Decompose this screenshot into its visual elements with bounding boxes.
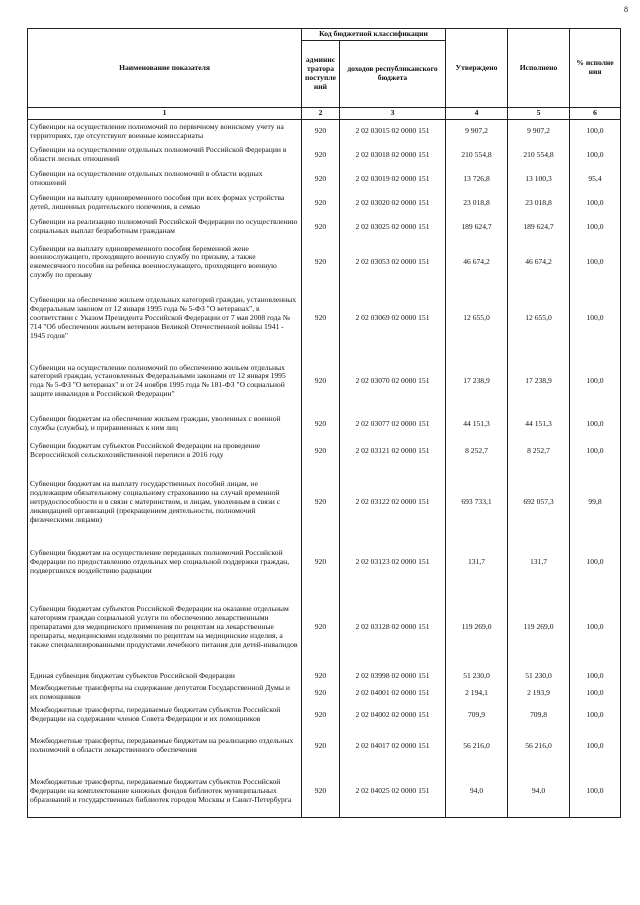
row-name: Субвенции бюджетам субъектов Российской Федерации на оказание отдельным категориям граждан социальной услуги по обеспечению лекарственными препаратами для медицинского применения по рецептам на лекарственные препараты, медицинскими изделиями по рецептам на медицинские изделия, а также специализированными продуктами лечебного питания для детей-инвалидов bbox=[28, 585, 302, 669]
table-row bbox=[28, 683, 621, 703]
row-name: Субвенции бюджетам субъектов Российской Федерации на проведение Всероссийской сельскохозяйственной переписи в 2016 году bbox=[28, 437, 302, 465]
row-executed: 119 269,0 bbox=[508, 585, 570, 669]
row-approved: 693 733,1 bbox=[446, 465, 508, 539]
row-executed: 12 655,0 bbox=[508, 285, 570, 351]
row-name: Межбюджетные трансферты, передаваемые бюджетам на реализацию отдельных полномочий в области лекарственного обеспечения bbox=[28, 727, 302, 765]
row-approved: 51 230,0 bbox=[446, 669, 508, 683]
header-code-group: Код бюджетной классификации bbox=[302, 29, 446, 41]
col-number: 2 bbox=[302, 107, 340, 119]
row-income-code: 2 02 03025 02 0000 151 bbox=[340, 215, 446, 239]
row-admin-code: 920 bbox=[302, 191, 340, 215]
row-income-code: 2 02 03998 02 0000 151 bbox=[340, 669, 446, 683]
row-income-code: 2 02 03019 02 0000 151 bbox=[340, 167, 446, 191]
row-executed: 23 018,8 bbox=[508, 191, 570, 215]
row-name: Субвенции бюджетам на выплату государственных пособий лицам, не подлежащим обязательному социальному страхованию на случай временной нетрудоспособности и в связи с материнством, и лицам, уволенным в связи с ликвидацией организаций (прекращением деятельности, полномочий физическими лицами) bbox=[28, 465, 302, 539]
row-percent: 100,0 bbox=[570, 669, 621, 683]
table-row bbox=[28, 669, 621, 683]
row-name: Межбюджетные трансферты, передаваемые бюджетам субъектов Российской Федерации на комплектование книжных фондов библиотек муниципальных образований и государственных библиотек городов Москвы и Санкт-Петербурга bbox=[28, 765, 302, 817]
header-approved: Утверждено bbox=[446, 29, 508, 108]
row-percent: 95,4 bbox=[570, 167, 621, 191]
table-row bbox=[28, 465, 621, 539]
row-approved: 46 674,2 bbox=[446, 239, 508, 285]
table-row bbox=[28, 727, 621, 765]
row-income-code: 2 02 03069 02 0000 151 bbox=[340, 285, 446, 351]
row-income-code: 2 02 03077 02 0000 151 bbox=[340, 411, 446, 437]
row-approved: 9 907,2 bbox=[446, 119, 508, 143]
row-admin-code: 920 bbox=[302, 285, 340, 351]
row-approved: 131,7 bbox=[446, 539, 508, 585]
row-admin-code: 920 bbox=[302, 437, 340, 465]
col-number: 3 bbox=[340, 107, 446, 119]
col-number: 4 bbox=[446, 107, 508, 119]
row-percent: 100,0 bbox=[570, 351, 621, 411]
row-percent: 100,0 bbox=[570, 727, 621, 765]
row-income-code: 2 02 03020 02 0000 151 bbox=[340, 191, 446, 215]
col-number: 6 bbox=[570, 107, 621, 119]
row-executed: 46 674,2 bbox=[508, 239, 570, 285]
row-admin-code: 920 bbox=[302, 239, 340, 285]
row-approved: 94,0 bbox=[446, 765, 508, 817]
row-approved: 44 151,3 bbox=[446, 411, 508, 437]
row-percent: 100,0 bbox=[570, 703, 621, 727]
table-row bbox=[28, 119, 621, 143]
row-percent: 100,0 bbox=[570, 119, 621, 143]
row-executed: 44 151,3 bbox=[508, 411, 570, 437]
row-percent: 100,0 bbox=[570, 285, 621, 351]
row-name: Субвенции на обеспечение жильем отдельных категорий граждан, установленных Федеральным законом от 12 января 1995 года № 5-ФЗ "О ветеранах", в соответствии с Указом Президента Российской Федерации от 7 мая 2008 года № 714 "Об обеспечении жильем ветеранов Великой Отечественной войны 1941 - 1945 годов" bbox=[28, 285, 302, 351]
row-income-code: 2 02 04001 02 0000 151 bbox=[340, 683, 446, 703]
col-number: 5 bbox=[508, 107, 570, 119]
budget-table bbox=[27, 28, 621, 818]
row-percent: 99,8 bbox=[570, 465, 621, 539]
row-income-code: 2 02 04025 02 0000 151 bbox=[340, 765, 446, 817]
row-approved: 23 018,8 bbox=[446, 191, 508, 215]
page-number: 8 bbox=[624, 5, 628, 14]
row-approved: 2 194,1 bbox=[446, 683, 508, 703]
row-percent: 100,0 bbox=[570, 411, 621, 437]
row-admin-code: 920 bbox=[302, 669, 340, 683]
row-name: Субвенции на осуществление полномочий по первичному воинскому учету на территориях, где отсутствуют военные комиссариаты bbox=[28, 119, 302, 143]
row-approved: 13 726,8 bbox=[446, 167, 508, 191]
row-percent: 100,0 bbox=[570, 437, 621, 465]
table-row bbox=[28, 539, 621, 585]
row-name: Субвенции на осуществление полномочий по обеспечению жильем отдельных категорий граждан, установленных Федеральными законами от 12 января 1995 года № 5-ФЗ "О ветеранах" и от 24 ноября 1995 года № 181-ФЗ "О социальной защите инвалидов в Российской Федерации" bbox=[28, 351, 302, 411]
row-percent: 100,0 bbox=[570, 239, 621, 285]
row-income-code: 2 02 04002 02 0000 151 bbox=[340, 703, 446, 727]
row-admin-code: 920 bbox=[302, 727, 340, 765]
table-row bbox=[28, 765, 621, 817]
row-percent: 100,0 bbox=[570, 191, 621, 215]
row-name: Субвенции на осуществление отдельных полномочий Российской Федерации в области лесных отношений bbox=[28, 143, 302, 167]
row-percent: 100,0 bbox=[570, 765, 621, 817]
row-executed: 13 100,3 bbox=[508, 167, 570, 191]
header-income: доходов республиканского бюджета bbox=[340, 40, 446, 107]
row-percent: 100,0 bbox=[570, 143, 621, 167]
row-income-code: 2 02 03121 02 0000 151 bbox=[340, 437, 446, 465]
row-admin-code: 920 bbox=[302, 351, 340, 411]
row-admin-code: 920 bbox=[302, 765, 340, 817]
table-row bbox=[28, 191, 621, 215]
row-name: Субвенции бюджетам на осуществление переданных полномочий Российской Федерации по предоставлению отдельных мер социальной поддержки граждан, подвергшихся воздействию радиации bbox=[28, 539, 302, 585]
row-executed: 94,0 bbox=[508, 765, 570, 817]
row-admin-code: 920 bbox=[302, 143, 340, 167]
header-executed: Исполнено bbox=[508, 29, 570, 108]
row-executed: 692 057,3 bbox=[508, 465, 570, 539]
row-percent: 100,0 bbox=[570, 215, 621, 239]
row-income-code: 2 02 03053 02 0000 151 bbox=[340, 239, 446, 285]
row-executed: 51 230,0 bbox=[508, 669, 570, 683]
row-income-code: 2 02 03015 02 0000 151 bbox=[340, 119, 446, 143]
col-number: 1 bbox=[28, 107, 302, 119]
row-approved: 189 624,7 bbox=[446, 215, 508, 239]
table-row bbox=[28, 411, 621, 437]
row-name: Субвенции на выплату единовременного пособия при всех формах устройства детей, лишенных родительского попечения, в семью bbox=[28, 191, 302, 215]
row-name: Единая субвенция бюджетам субъектов Российской Федерации bbox=[28, 669, 302, 683]
row-income-code: 2 02 03128 02 0000 151 bbox=[340, 585, 446, 669]
row-executed: 709,8 bbox=[508, 703, 570, 727]
row-income-code: 2 02 04017 02 0000 151 bbox=[340, 727, 446, 765]
row-admin-code: 920 bbox=[302, 703, 340, 727]
table-row bbox=[28, 143, 621, 167]
row-income-code: 2 02 03122 02 0000 151 bbox=[340, 465, 446, 539]
row-approved: 8 252,7 bbox=[446, 437, 508, 465]
row-executed: 56 216,0 bbox=[508, 727, 570, 765]
row-executed: 189 624,7 bbox=[508, 215, 570, 239]
row-admin-code: 920 bbox=[302, 215, 340, 239]
row-approved: 56 216,0 bbox=[446, 727, 508, 765]
row-approved: 12 655,0 bbox=[446, 285, 508, 351]
row-name: Субвенции на выплату единовременного пособия беременной жене военнослужащего, проходящего военную службу по призыву, а также ежемесячного пособия на ребенка военнослужащего, проходящего военную службу по призыву bbox=[28, 239, 302, 285]
row-name: Межбюджетные трансферты, передаваемые бюджетам субъектов Российской Федерации на содержание членов Совета Федерации и их помощников bbox=[28, 703, 302, 727]
row-executed: 131,7 bbox=[508, 539, 570, 585]
row-approved: 119 269,0 bbox=[446, 585, 508, 669]
row-name: Субвенции бюджетам на обеспечение жильем граждан, уволенных с военной службы (службы), и приравненных к ним лиц bbox=[28, 411, 302, 437]
row-admin-code: 920 bbox=[302, 465, 340, 539]
row-admin-code: 920 bbox=[302, 683, 340, 703]
header-admin: админис тратора поступле ний bbox=[302, 40, 340, 107]
row-approved: 17 238,9 bbox=[446, 351, 508, 411]
row-admin-code: 920 bbox=[302, 585, 340, 669]
row-executed: 8 252,7 bbox=[508, 437, 570, 465]
row-percent: 100,0 bbox=[570, 539, 621, 585]
row-executed: 17 238,9 bbox=[508, 351, 570, 411]
row-income-code: 2 02 03018 02 0000 151 bbox=[340, 143, 446, 167]
row-admin-code: 920 bbox=[302, 119, 340, 143]
table-row bbox=[28, 703, 621, 727]
table-row bbox=[28, 239, 621, 285]
table-row bbox=[28, 285, 621, 351]
row-admin-code: 920 bbox=[302, 539, 340, 585]
row-name: Субвенции на реализацию полномочий Российской Федерации по осуществлению социальных выплат безработным гражданам bbox=[28, 215, 302, 239]
row-executed: 2 193,9 bbox=[508, 683, 570, 703]
table-row bbox=[28, 437, 621, 465]
table-row bbox=[28, 215, 621, 239]
row-approved: 210 554,8 bbox=[446, 143, 508, 167]
row-percent: 100,0 bbox=[570, 683, 621, 703]
row-income-code: 2 02 03123 02 0000 151 bbox=[340, 539, 446, 585]
row-approved: 709,9 bbox=[446, 703, 508, 727]
table-row bbox=[28, 351, 621, 411]
row-percent: 100,0 bbox=[570, 585, 621, 669]
row-income-code: 2 02 03070 02 0000 151 bbox=[340, 351, 446, 411]
row-executed: 9 907,2 bbox=[508, 119, 570, 143]
table-row bbox=[28, 585, 621, 669]
header-percent: % исполне ния bbox=[570, 29, 621, 108]
row-executed: 210 554,8 bbox=[508, 143, 570, 167]
row-name: Субвенции на осуществление отдельных полномочий в области водных отношений bbox=[28, 167, 302, 191]
row-name: Межбюджетные трансферты на содержание депутатов Государственной Думы и их помощников bbox=[28, 683, 302, 703]
row-admin-code: 920 bbox=[302, 411, 340, 437]
row-admin-code: 920 bbox=[302, 167, 340, 191]
table-row bbox=[28, 167, 621, 191]
header-name: Наименование показателя bbox=[28, 29, 302, 108]
